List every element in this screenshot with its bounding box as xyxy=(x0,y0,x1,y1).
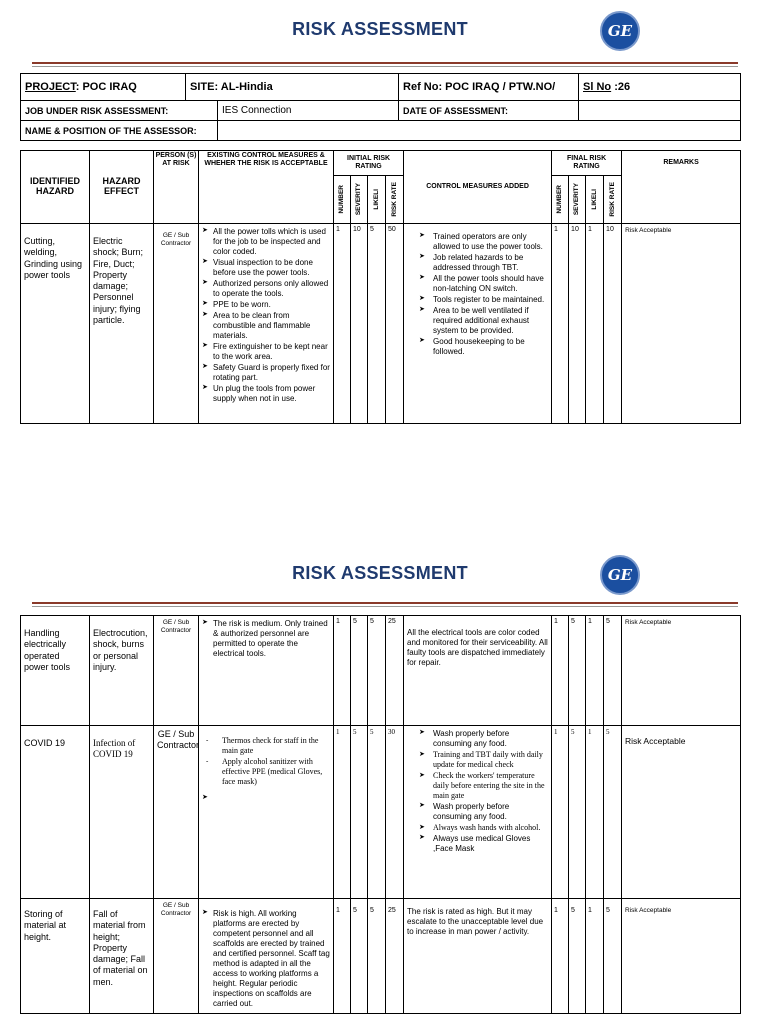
page-header-1 xyxy=(20,5,740,55)
initial-likeli: 5 xyxy=(368,726,386,899)
initial-number: 1 xyxy=(334,616,351,726)
col-initial-likeli: LIKELI xyxy=(372,189,380,210)
list-item: ➤ The risk is medium. Only trained & authorized personnel are permitted to operate the electrical tools. xyxy=(202,619,330,659)
list-item: ➤ Area to be clean from combustible and flammable materials. xyxy=(202,311,330,341)
effect-cell: Electric shock; Burn; Fire, Duct; Property damage; Personnel injury; flying particle. xyxy=(90,224,154,424)
final-severity: 5 xyxy=(569,616,586,726)
col-initial-risk-rating: INITIAL RISK RATING xyxy=(334,151,404,176)
col-initial-severity: SEVERITY xyxy=(355,183,363,216)
col-final-severity: SEVERITY xyxy=(573,183,581,216)
job-label: JOB UNDER RISK ASSESSMENT: xyxy=(21,101,218,121)
list-item: ➤ Check the workers' temperature daily before entering the site in the main gate xyxy=(407,771,548,801)
existing-controls-cell xyxy=(199,899,334,1014)
assessor-value xyxy=(218,121,741,141)
initial-likeli: 5 xyxy=(368,616,386,726)
header-divider-thin xyxy=(32,606,738,607)
initial-severity: 5 xyxy=(351,616,368,726)
initial-risk-rate: 25 xyxy=(386,616,404,726)
table-row xyxy=(21,726,741,899)
table-row xyxy=(21,616,741,726)
col-existing-controls: EXISTING CONTROL MEASURES & WHEHER THE RISK IS ACCEPTABLE xyxy=(199,151,334,224)
list-item: ➤ Fire extinguisher to be kept near to the work area. xyxy=(202,342,330,362)
col-remarks: REMARKS xyxy=(622,151,741,224)
list-item: ➤ Risk is high. All working platforms are erected by competent personnel and all scaffolds are erected by trained and certified personnel. Scaff tag method is adapted in all the access to working platforms a height. Regular periodic inspections on scaffolds are carried out. xyxy=(202,909,330,1009)
final-likeli: 1 xyxy=(586,224,604,424)
list-item: ➤ Trained operators are only allowed to use the power tools. xyxy=(407,232,548,252)
final-severity: 5 xyxy=(569,899,586,1014)
list-item: - Apply alcohol sanitizer with effective PPE (medical Gloves, face mask) xyxy=(202,757,330,787)
list-item: ➤ Always use medical Gloves ,Face Mask xyxy=(407,834,548,854)
initial-number: 1 xyxy=(334,224,351,424)
table-row xyxy=(21,224,741,424)
list-item: ➤ All the power tools should have non-latching ON switch. xyxy=(407,274,548,294)
list-item: ➤ Un plug the tools from power supply when not in use. xyxy=(202,384,330,404)
initial-risk-rate: 25 xyxy=(386,899,404,1014)
final-likeli: 1 xyxy=(586,726,604,899)
project-cell: PROJECT: POC IRAQ xyxy=(21,74,186,101)
initial-severity: 10 xyxy=(351,224,368,424)
initial-likeli: 5 xyxy=(368,899,386,1014)
effect-cell: Infection of COVID 19 xyxy=(90,726,154,899)
initial-likeli: 5 xyxy=(368,224,386,424)
col-final-number: NUMBER xyxy=(556,185,564,214)
initial-number: 1 xyxy=(334,899,351,1014)
date-value xyxy=(579,101,741,121)
date-label: DATE OF ASSESSMENT: xyxy=(399,101,579,121)
list-item: ➤ Area to be well ventilated if required additional exhaust system to be provided. xyxy=(407,306,548,336)
assessor-label: NAME & POSITION OF THE ASSESSOR: xyxy=(21,121,218,141)
added-controls-cell xyxy=(404,224,552,424)
page-title: RISK ASSESSMENT xyxy=(292,563,468,583)
col-final-risk-rate: RISK RATE xyxy=(608,182,616,217)
site-cell: SITE: AL-Hindia xyxy=(186,74,399,101)
ge-logo-icon: GE xyxy=(600,11,640,51)
header-divider xyxy=(32,602,738,604)
risk-table-page-1 xyxy=(20,150,741,424)
ge-logo-icon: GE xyxy=(600,555,640,595)
person-cell: GE / Sub Contractor xyxy=(154,899,199,1014)
effect-cell: Fall of material from height; Property damage; Fall of material on men. xyxy=(90,899,154,1014)
final-risk-rate: 10 xyxy=(604,224,622,424)
final-likeli: 1 xyxy=(586,616,604,726)
list-item: ➤ Visual inspection to be done before use the power tools. xyxy=(202,258,330,278)
risk-table-page-2 xyxy=(20,615,741,1014)
col-identified-hazard: IDENTIFIED HAZARD xyxy=(21,151,90,224)
header-divider-thin xyxy=(32,66,738,67)
assessment-info-table xyxy=(20,73,741,141)
initial-severity: 5 xyxy=(351,899,368,1014)
hazard-cell: Storing of material at height. xyxy=(21,899,90,1014)
page-title: RISK ASSESSMENT xyxy=(292,19,468,39)
list-item: ➤ PPE to be worn. xyxy=(202,300,330,310)
col-final-risk-rating: FINAL RISK RATING xyxy=(552,151,622,176)
existing-controls-cell xyxy=(199,726,334,899)
added-controls-cell: The risk is rated as high. But it may escalate to the unacceptable level due to increase in man power / activity. xyxy=(404,899,552,1014)
added-controls-cell: All the electrical tools are color coded and monitored for their serviceability. All faulty tools are dispatched immediately for repair. xyxy=(404,616,552,726)
person-cell: GE / Sub Contractor xyxy=(154,224,199,424)
final-number: 1 xyxy=(552,616,569,726)
list-item: - Thermos check for staff in the main gate xyxy=(202,736,330,756)
effect-cell: Electrocution, shock, burns or personal injury. xyxy=(90,616,154,726)
existing-controls-cell xyxy=(199,224,334,424)
col-control-measures-added: CONTROL MEASURES ADDED xyxy=(404,151,552,224)
header-divider xyxy=(32,62,738,64)
col-final-likeli: LIKELI xyxy=(590,189,598,210)
remarks-cell: Risk Acceptable xyxy=(622,616,741,726)
final-number: 1 xyxy=(552,224,569,424)
table-row xyxy=(21,899,741,1014)
hazard-cell: Cutting, welding, Grinding using power tools xyxy=(21,224,90,424)
final-risk-rate: 5 xyxy=(604,726,622,899)
job-value: IES Connection xyxy=(218,101,399,121)
person-cell: GE / Sub Contractor xyxy=(154,726,199,899)
page-header-2 xyxy=(20,549,740,599)
col-hazard-effect: HAZARD EFFECT xyxy=(90,151,154,224)
final-risk-rate: 5 xyxy=(604,899,622,1014)
remarks-cell: Risk Acceptable xyxy=(622,899,741,1014)
col-person-at-risk: PERSON (S) AT RISK xyxy=(154,151,199,224)
list-item: ➤ Training and TBT daily with daily update for medical check xyxy=(407,750,548,770)
list-item: ➤ Wash properly before consuming any food. xyxy=(407,802,548,822)
remarks-cell: Risk Acceptable xyxy=(622,726,741,899)
hazard-cell: Handling electrically operated power tools xyxy=(21,616,90,726)
col-initial-number: NUMBER xyxy=(338,185,346,214)
list-item: ➤ Tools register to be maintained. xyxy=(407,295,548,305)
list-item: ➤ Always wash hands with alcohol. xyxy=(407,823,548,833)
initial-severity: 5 xyxy=(351,726,368,899)
initial-risk-rate: 50 xyxy=(386,224,404,424)
remarks-cell: Risk Acceptable xyxy=(622,224,741,424)
list-item: ➤ Wash properly before consuming any food. xyxy=(407,729,548,749)
list-item: ➤ Safety Guard is properly fixed for rotating part. xyxy=(202,363,330,383)
final-risk-rate: 5 xyxy=(604,616,622,726)
initial-risk-rate: 30 xyxy=(386,726,404,899)
col-initial-risk-rate: RISK RATE xyxy=(390,182,398,217)
list-item: ➤ Authorized persons only allowed to operate the tools. xyxy=(202,279,330,299)
initial-number: 1 xyxy=(334,726,351,899)
list-item: ➤ Job related hazards to be addressed through TBT. xyxy=(407,253,548,273)
final-severity: 5 xyxy=(569,726,586,899)
final-severity: 10 xyxy=(569,224,586,424)
final-likeli: 1 xyxy=(586,899,604,1014)
hazard-cell: COVID 19 xyxy=(21,726,90,899)
person-cell: GE / Sub Contractor xyxy=(154,616,199,726)
final-number: 1 xyxy=(552,899,569,1014)
sl-no-cell: Sl No :26 xyxy=(579,74,741,101)
list-item: ➤ Good housekeeping to be followed. xyxy=(407,337,548,357)
final-number: 1 xyxy=(552,726,569,899)
ref-no-cell: Ref No: POC IRAQ / PTW.NO/ xyxy=(399,74,579,101)
existing-controls-cell xyxy=(199,616,334,726)
list-item: ➤ All the power tolls which is used for the job to be inspected and color coded. xyxy=(202,227,330,257)
added-controls-cell xyxy=(404,726,552,899)
